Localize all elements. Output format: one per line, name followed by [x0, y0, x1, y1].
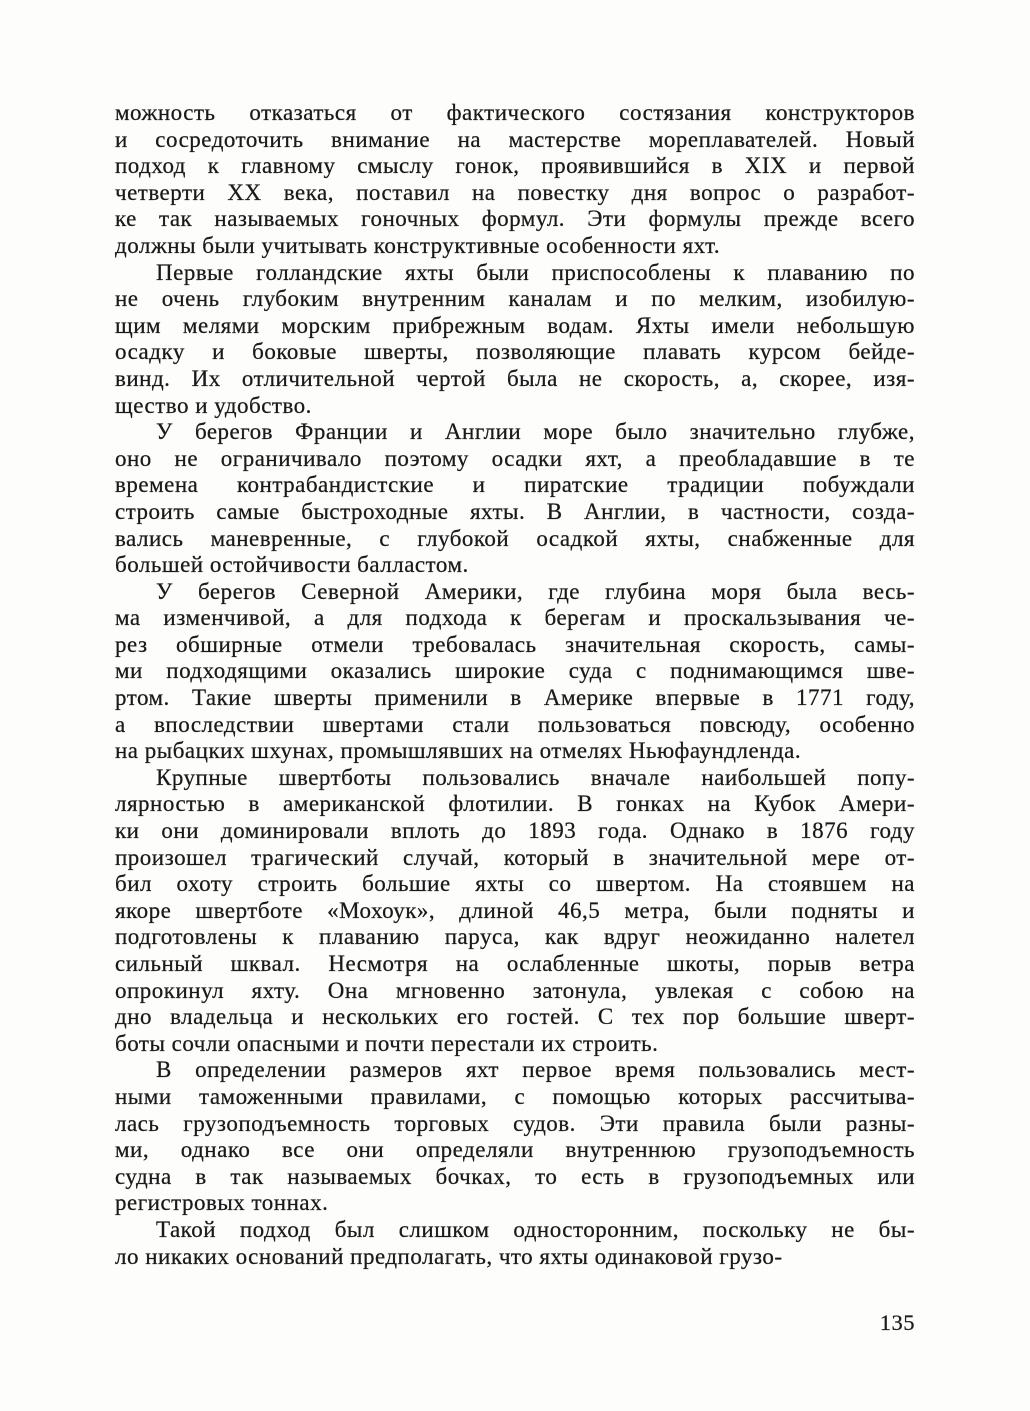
text-line: подготовлены к плаванию паруса, как вдруг неожиданно налетел: [115, 924, 915, 950]
paragraph: [115, 1057, 915, 1217]
text-line: осадку и боковые шверты, позволяющие плавать курсом бейде-: [115, 339, 915, 365]
page-text: [115, 100, 915, 1270]
text-line: лярностью в американской флотилии. В гонках на Кубок Амери-: [115, 791, 915, 817]
text-line: щим мелями морским прибрежным водам. Яхты имели небольшую: [115, 312, 915, 338]
text-line: винд. Их отличительной чертой была не скорость, а, скорее, изя-: [115, 365, 915, 391]
text-line: У берегов Северной Америки, где глубина моря была весь-: [156, 578, 915, 604]
paragraph: [115, 419, 915, 579]
text-line: ло никаких оснований предполагать, что яхты одинаковой грузо-: [115, 1243, 783, 1269]
text-line: ке так называемых гоночных формул. Эти формулы прежде всего: [115, 206, 915, 232]
text-line: щество и удобство.: [115, 392, 312, 418]
text-line: якоре швертботе «Мохоук», длиной 46,5 метра, были подняты и: [115, 897, 915, 923]
page-number: 135: [879, 1310, 915, 1335]
text-line: можность отказаться от фактического состязания конструкторов: [115, 100, 915, 125]
text-line: времена контрабандистские и пиратские традиции побуждали: [115, 472, 915, 498]
text-line: рез обширные отмели требовалась значительная скорость, самы-: [115, 631, 915, 657]
text-line: дно владельца и нескольких его гостей. С тех пор большие шверт-: [115, 1004, 915, 1030]
text-line: ртом. Такие шверты применили в Америке впервые в 1771 году,: [115, 685, 915, 711]
text-line: подход к главному смыслу гонок, проявившийся в XIX и первой: [115, 153, 915, 179]
paragraph: [115, 260, 915, 420]
text-line: В определении размеров яхт первое время пользовались мест-: [156, 1057, 915, 1083]
text-line: и сосредоточить внимание на мастерстве мореплавателей. Новый: [115, 126, 915, 152]
text-line: должны были учитывать конструктивные особенности яхт.: [115, 232, 721, 258]
text-line: судна в так называемых бочках, то есть в грузоподъемных или: [115, 1163, 915, 1189]
paragraph: [115, 100, 915, 260]
paragraph: [115, 765, 915, 1058]
text-line: ми, однако все они определяли внутреннюю грузоподъемность: [115, 1137, 915, 1163]
text-line: произошел трагический случай, который в значительной мере от-: [115, 844, 915, 870]
text-line: четверти XX века, поставил на повестку дня вопрос о разработ-: [115, 179, 915, 205]
text-line: лась грузоподъемность торговых судов. Эти правила были разны-: [115, 1110, 915, 1136]
text-line: Крупные швертботы пользовались вначале наибольшей попу-: [156, 764, 915, 790]
text-line: сильный шквал. Несмотря на ослабленные шкоты, порыв ветра: [115, 951, 915, 976]
paragraph: [115, 579, 915, 765]
text-line: на рыбацких шхунах, промышлявших на отмелях Ньюфаундленда.: [115, 738, 802, 764]
text-line: регистровых тоннах.: [115, 1190, 329, 1216]
text-line: бил охоту строить большие яхты со швертом. На стоявшем на: [115, 871, 915, 897]
paragraph: [115, 1217, 915, 1270]
text-line: вались маневренные, с глубокой осадкой яхты, снабженные для: [115, 525, 915, 551]
text-line: ными таможенными правилами, с помощью которых рассчитыва-: [115, 1083, 915, 1109]
text-line: строить самые быстроходные яхты. В Англии, в частности, созда-: [115, 498, 915, 524]
text-line: боты сочли опасными и почти перестали их строить.: [115, 1030, 659, 1056]
text-line: оно не ограничивало поэтому осадки яхт, а преобладавшие в те: [115, 445, 915, 471]
text-line: а впоследствии швертами стали пользоваться повсюду, особенно: [115, 711, 915, 737]
text-line: ми подходящими оказались широкие суда с поднимающимся шве-: [115, 658, 915, 684]
text-line: опрокинул яхту. Она мгновенно затонула, увлекая с собою на: [115, 977, 915, 1003]
text-line: не очень глубоким внутренним каналам и по мелким, изобилую-: [115, 286, 915, 312]
text-line: Первые голландские яхты были приспособлены к плаванию по: [156, 259, 915, 285]
text-line: Такой подход был слишком односторонним, поскольку не бы-: [156, 1216, 915, 1242]
text-line: У берегов Франции и Англии море было значительно глубже,: [156, 419, 915, 445]
text-line: большей остойчивости балластом.: [115, 552, 469, 578]
text-line: ма изменчивой, а для подхода к берегам и проскальзывания че-: [115, 605, 915, 631]
text-line: ки они доминировали вплоть до 1893 года. Однако в 1876 году: [115, 818, 915, 844]
